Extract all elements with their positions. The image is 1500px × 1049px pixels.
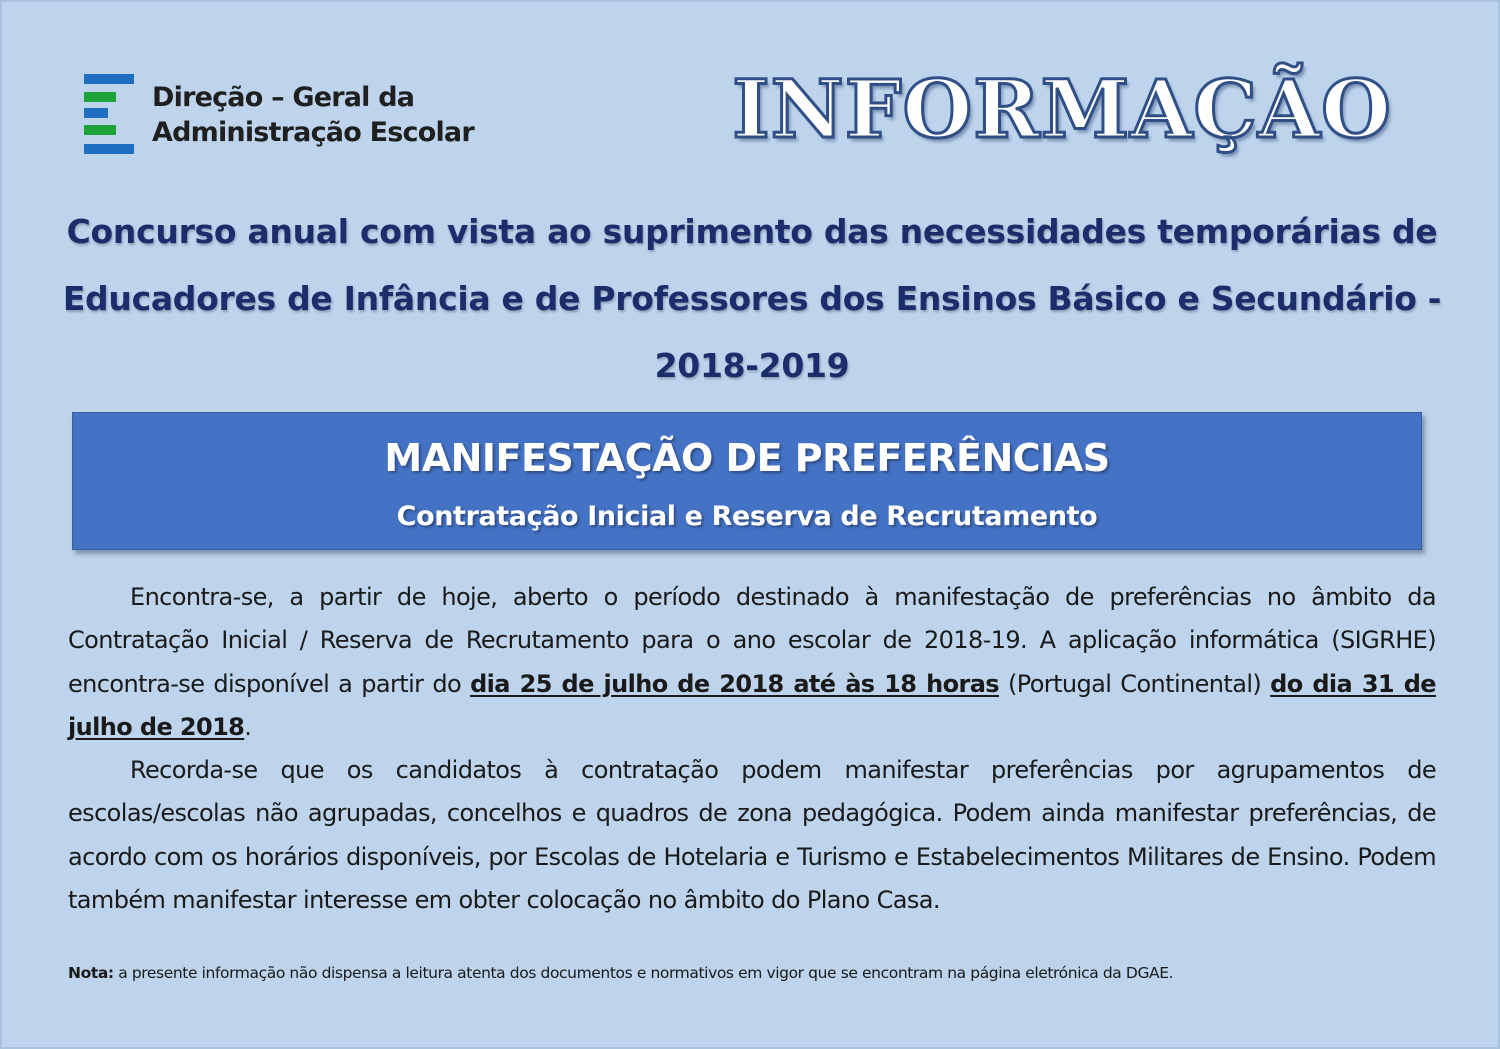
logo-text xyxy=(152,80,474,150)
heading-line-2: Educadores de Infância e de Professores dos Ensinos Básico e Secundário - xyxy=(62,279,1442,318)
paragraph-2-text: Recorda-se que os candidatos à contratação podem manifestar preferências por agrupamentos de escolas/escolas não agrupadas, concelhos e quadros de zona pedagógica. Podem ainda manifestar preferências, de acordo com os horários disponíveis, por Escolas de Hotelaria e Turismo e Estabelecimentos Militares de Ensino. Podem também manifestar interesse em obter colocação no âmbito do Plano Casa. xyxy=(68,756,1436,915)
dgae-logo xyxy=(84,74,504,158)
banner-title: MANIFESTAÇÃO DE PREFERÊNCIAS xyxy=(384,436,1110,480)
note-label: Nota: xyxy=(68,964,114,982)
paragraph-2 xyxy=(68,749,1436,922)
logo-bar xyxy=(84,144,134,154)
date-end-emphasis: do dia 31 de julho de 2018 xyxy=(68,669,1436,741)
logo-line-2: Administração Escolar xyxy=(152,117,474,148)
paragraph-1 xyxy=(68,576,1436,749)
page-heading xyxy=(62,198,1442,399)
heading-line-1: Concurso anual com vista ao suprimento das necessidades temporárias de xyxy=(66,212,1438,251)
date-start-emphasis: dia 25 de julho de 2018 até às 18 horas xyxy=(470,669,999,698)
paragraph-1-text: Encontra-se, a partir de hoje, aberto o período destinado à manifestação de preferências no âmbito da Contratação Inicial / Reserva de Recrutamento para o ano escolar de 2018-19. A aplicação informática (SIGRHE) encontra-se disponível a partir do xyxy=(68,583,1436,698)
section-banner xyxy=(72,412,1422,550)
logo-line-1: Direção – Geral da xyxy=(152,82,415,113)
stamp-title: INFORMAÇÃO xyxy=(732,62,1392,156)
heading-line-3: 2018-2019 xyxy=(654,346,850,385)
footnote xyxy=(68,962,1436,984)
note-text: a presente informação não dispensa a leitura atenta dos documentos e normativos em vigor que se encontram na página eletrónica da DGAE. xyxy=(113,964,1174,982)
logo-bar xyxy=(84,74,134,84)
banner-subtitle: Contratação Inicial e Reserva de Recrutamento xyxy=(396,501,1098,532)
logo-bar xyxy=(84,92,116,102)
paragraph-1-region: (Portugal Continental) xyxy=(998,669,1271,698)
paragraph-1-end: . xyxy=(244,712,252,741)
logo-bar xyxy=(84,108,108,118)
logo-mark-icon xyxy=(84,74,134,156)
logo-bar xyxy=(84,125,116,135)
body-text xyxy=(68,576,1436,922)
